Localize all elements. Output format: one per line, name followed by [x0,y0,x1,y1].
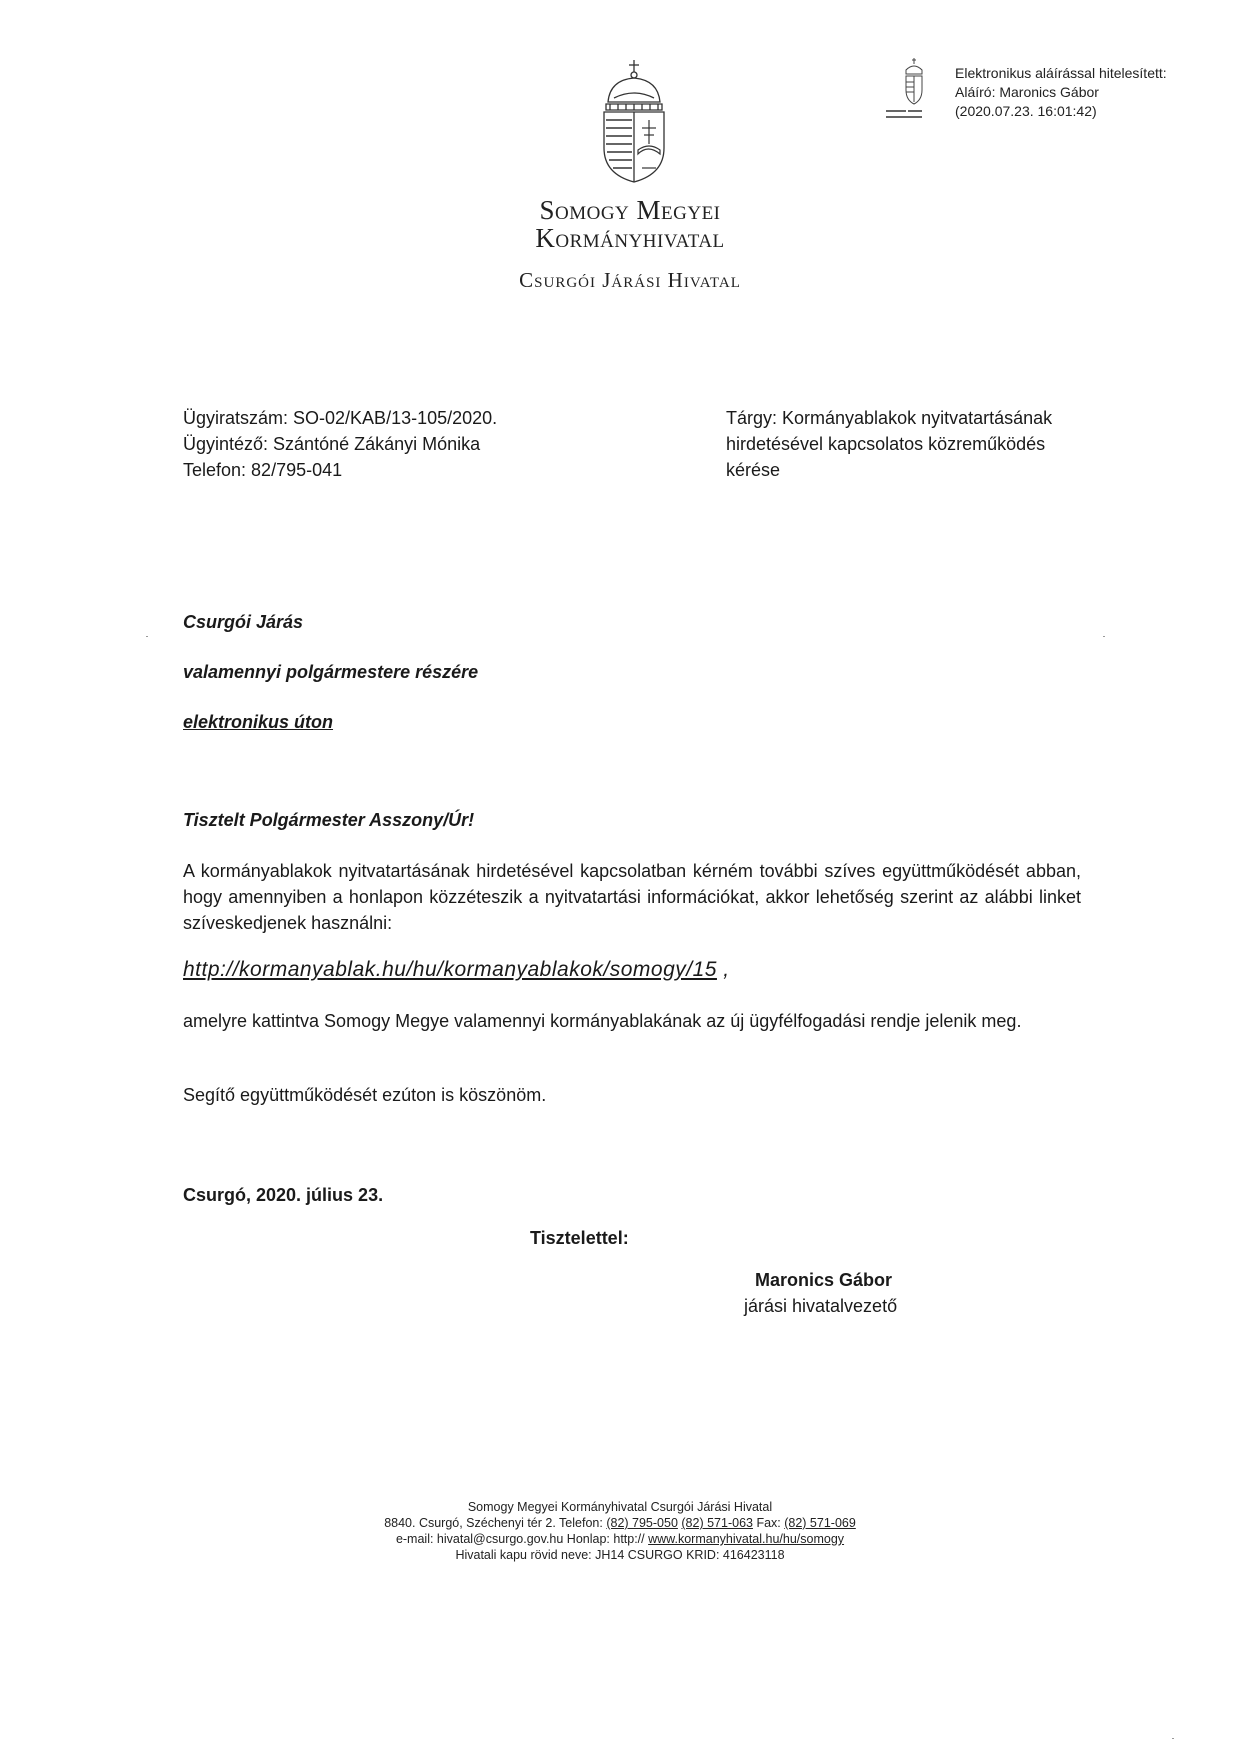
body-paragraph-2: amelyre kattintva Somogy Megye valamennyi kormányablakának az új ügyfélfogadási rendje jelenik meg. [183,1011,1022,1031]
scan-speck [1103,636,1105,637]
kormanyablak-link[interactable]: http://kormanyablak.hu/hu/kormanyablakok/somogy/15 [183,958,717,981]
reference-block [183,405,497,483]
signer-name: Maronics Gábor [755,1270,893,1290]
office-name [420,196,840,252]
body-paragraph-1: A kormányablakok nyitvatartásának hirdetésével kapcsolatban kérném további szíves együttműködését abban, hogy amennyiben a honlapon közzéteszik a nyitvatartási információkat, akkor lehetőség szerint az alábbi linket szíveskedjenek használni: [183,861,1081,933]
signature-stamp-emblem [880,56,950,126]
footer-phone-2: (82) 571-063 [681,1516,753,1530]
subject-line2: hirdetésével kapcsolatos közreműködés [726,434,1046,454]
footer-fax: (82) 571-069 [784,1516,856,1530]
case-officer: Ügyintéző: Szántóné Zákányi Mónika [183,434,481,454]
phone-number: Telefon: 82/795-041 [183,460,343,480]
file-number: Ügyiratszám: SO-02/KAB/13-105/2020. [183,408,498,428]
footer-web [220,1531,1020,1547]
office-name-line2: Kormányhivatal [535,223,725,253]
footer-address: 8840. Csurgó, Széchenyi tér 2. Telefon: [384,1516,607,1530]
subject-line1: Tárgy: Kormányablakok nyitvatartásának [726,408,1053,428]
signature-stamp-text [955,64,1167,121]
subject-line3: kérése [726,460,781,480]
footer-email: e-mail: hivatal@csurgo.gov.hu Honlap: http:// [395,1532,649,1546]
district-office-name: Csurgói Járási Hivatal [519,268,741,292]
hungarian-coat-of-arms-icon [598,58,670,186]
footer-fax-label: Fax: [752,1516,785,1530]
scan-speck [146,636,148,637]
body-paragraph-3: Segítő együttműködését ezúton is köszönöm. [183,1085,547,1105]
footer-gateway: Hivatali kapu rövid neve: JH14 CSURGO KRID: 416423118 [455,1548,785,1562]
salutation: Tisztelt Polgármester Asszony/Úr! [183,810,475,830]
stamp-line-signer: Aláíró: Maronics Gábor [955,84,1099,100]
footer [220,1499,1020,1563]
delivery-method [183,712,339,733]
footer-office: Somogy Megyei Kormányhivatal Csurgói Járási Hivatal [467,1500,773,1514]
place-and-date: Csurgó, 2020. július 23. [183,1185,384,1205]
stamp-line-authenticated: Elektronikus aláírással hitelesített: [955,65,1167,81]
delivery-method-text: elektronikus úton [183,712,334,732]
addressee-line2: valamennyi polgármestere részére [183,662,479,682]
closing-regards: Tisztelettel: [530,1228,629,1248]
footer-phone-1: (82) 795-050 [606,1516,678,1530]
signer-title: járási hivatalvezető [744,1296,898,1316]
link-line [183,958,730,982]
subject-block [726,405,1126,483]
coat-of-arms [598,58,670,186]
addressee-line1: Csurgói Járás [183,612,304,632]
link-suffix: , [716,958,730,981]
footer-contact [220,1515,1020,1531]
office-name-line1: Somogy Megyei [539,195,721,225]
hungarian-coat-of-arms-icon [880,56,950,126]
stamp-line-timestamp: (2020.07.23. 16:01:42) [955,103,1097,119]
footer-website-link[interactable]: www.kormanyhivatal.hu/hu/somogy [648,1532,845,1546]
scan-speck [1172,1738,1174,1739]
